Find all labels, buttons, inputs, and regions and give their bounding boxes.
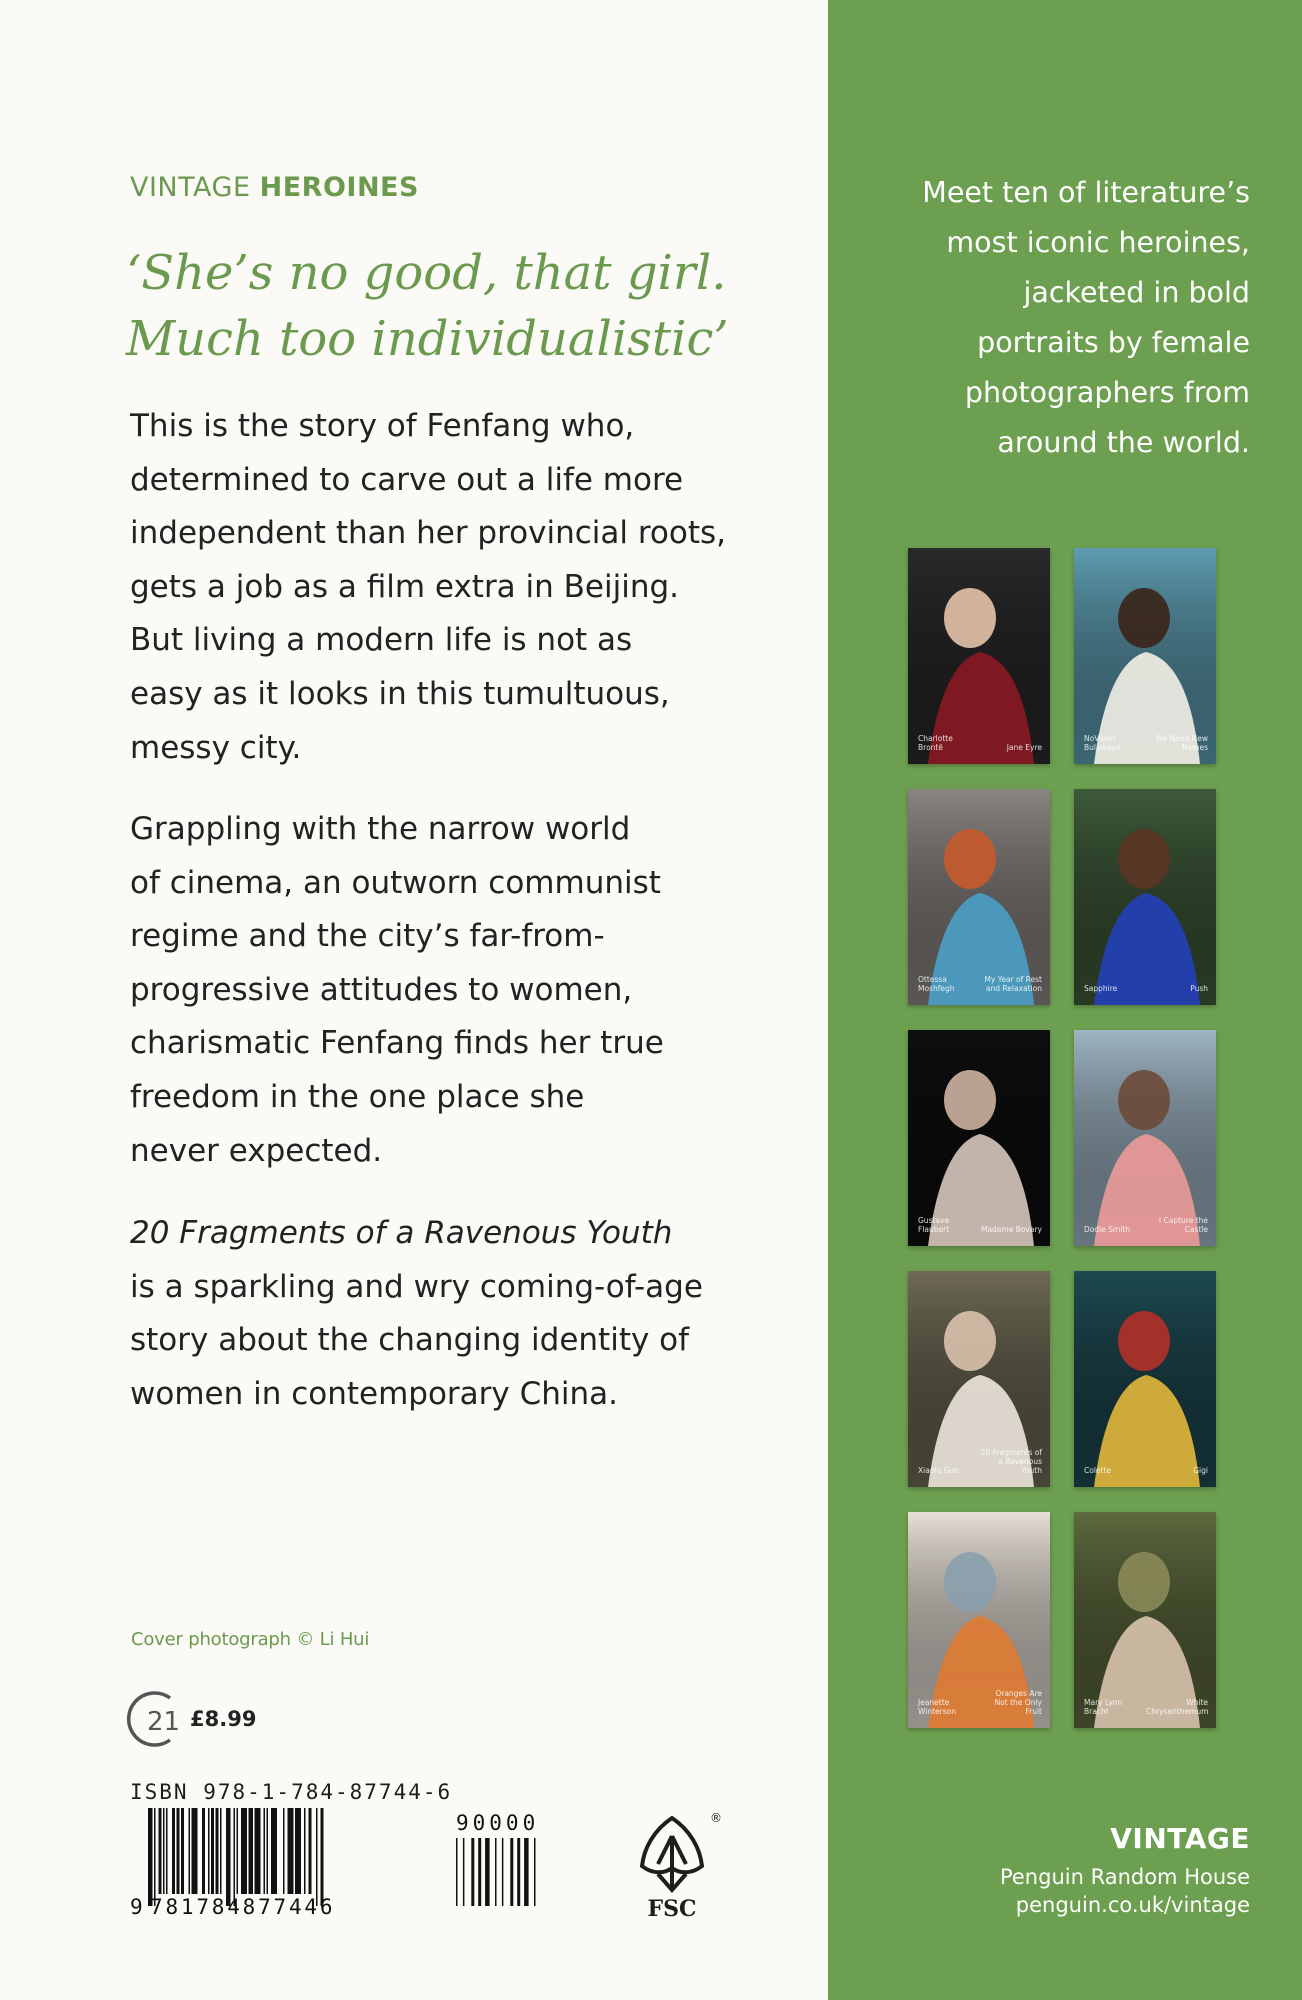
cover-author: Xiaolu Guo <box>918 1466 959 1475</box>
barcode-main-bars <box>148 1808 324 1906</box>
cover-author: Charlotte Brontë <box>918 734 953 752</box>
barcode-bar <box>166 1808 168 1894</box>
barcode-icon <box>126 1808 596 1918</box>
barcode-addon-bar <box>510 1838 513 1906</box>
fsc-label: FSC <box>647 1896 697 1922</box>
barcode-bar <box>321 1808 324 1906</box>
imprint-name: VINTAGE <box>1110 1822 1250 1855</box>
book-cover-thumbnail <box>1074 1030 1216 1246</box>
blurb-line: easy as it looks in this tumultuous, <box>130 675 670 712</box>
series-name: HEROINES <box>259 172 419 203</box>
cover-author: NoViolet Bulawayo <box>1084 734 1121 752</box>
barcode-addon-bar <box>478 1838 481 1906</box>
cover-author: Jeanette Winterson <box>918 1698 956 1716</box>
cover-title: White Chrysanthemum <box>1146 1698 1209 1716</box>
cover-title: We Need New Names <box>1155 734 1208 752</box>
blurb-line: Grappling with the narrow world <box>130 811 631 847</box>
blurb-line: story about the changing identity of <box>130 1322 690 1359</box>
blurb-line: women in contemporary China. <box>130 1375 619 1412</box>
blurb-line: But living a modern life is not as <box>130 622 633 659</box>
barcode-bar <box>234 1808 236 1906</box>
barcode-addon-bars <box>456 1838 536 1906</box>
barcode-bar <box>237 1808 239 1894</box>
barcode-addon-bar <box>534 1838 536 1906</box>
blurb-line: gets a job as a film extra in Beijing. <box>130 568 680 605</box>
quote-line-1: ‘She’s no good, that girl. <box>126 245 727 301</box>
cover-title: Jane Eyre <box>1006 743 1042 752</box>
barcode-bar <box>288 1808 294 1894</box>
cover-photo-image <box>908 548 1050 764</box>
tagline-line: most iconic heroines, <box>946 226 1250 259</box>
cover-author: Ottessa Moshfegh <box>918 975 955 993</box>
isbn: ISBN 978-1-784-87744-6 <box>130 1780 453 1804</box>
book-cover-thumbnail <box>1074 1271 1216 1487</box>
barcode-addon-bar <box>495 1838 497 1906</box>
barcode-bar <box>154 1808 156 1906</box>
barcode-bar <box>181 1808 184 1894</box>
publisher-house: Penguin Random House <box>999 1865 1250 1889</box>
blurb-line: freedom in the one place she <box>130 1078 585 1115</box>
barcode-bar <box>216 1808 219 1894</box>
tagline-line: Meet ten of literature’s <box>922 176 1250 209</box>
blurb-line: progressive attitudes to women, <box>130 971 633 1008</box>
barcode-addon-bar <box>463 1838 465 1906</box>
barcode-bar <box>177 1808 180 1894</box>
series-prefix: VINTAGE <box>130 172 251 203</box>
back-cover-right-panel <box>828 0 1302 2000</box>
tagline-line: jacketed in bold <box>1023 276 1250 309</box>
barcode-bar <box>249 1808 254 1894</box>
book-cover-thumbnail <box>908 1512 1050 1728</box>
blurb-line: of cinema, an outworn communist <box>130 864 661 901</box>
tagline-line: around the world. <box>997 426 1250 459</box>
cover-author: Gustave Flaubert <box>918 1216 950 1234</box>
barcode-bar <box>309 1808 312 1894</box>
cover-author: Colette <box>1084 1466 1112 1475</box>
cover-photo-image <box>1074 789 1216 1005</box>
barcode-bar <box>220 1808 222 1894</box>
cover-title: 20 Fragments of a Ravenous Youth <box>980 1448 1042 1475</box>
cover-title: I Capture the Castle <box>1158 1216 1208 1234</box>
blurb-line: never expected. <box>130 1132 383 1169</box>
publisher-block <box>1000 1822 1250 1917</box>
book-cover-thumbnail <box>908 789 1050 1005</box>
cover-photo-image <box>1074 1030 1216 1246</box>
barcode-bar <box>316 1808 318 1906</box>
barcode-addon-bar <box>471 1838 474 1906</box>
blurb-line: is a sparkling and wry coming-of-age <box>130 1268 703 1305</box>
blurb-line: determined to carve out a life more <box>130 461 684 498</box>
cover-photo-image <box>1074 548 1216 764</box>
book-cover-thumbnail <box>1074 789 1216 1005</box>
barcode-digits: 781784877446 <box>150 1895 336 1919</box>
fsc-logo-icon <box>624 1808 722 1922</box>
barcode-bar <box>211 1808 214 1894</box>
barcode-bar <box>192 1808 198 1894</box>
barcode-bar <box>208 1808 210 1894</box>
series-label <box>130 172 419 203</box>
barcode-addon-bar <box>517 1838 520 1906</box>
c21-number: 21 <box>147 1707 181 1737</box>
barcode-bar <box>202 1808 205 1894</box>
barcode-bar <box>226 1808 231 1906</box>
barcode-bar <box>163 1808 165 1894</box>
blurb-paragraph-1 <box>130 400 750 775</box>
cover-title: Madame Bovary <box>980 1225 1042 1234</box>
fsc-registered: ® <box>710 1811 722 1825</box>
cover-author: Dodie Smith <box>1084 1225 1131 1234</box>
c21-badge-icon <box>130 1690 182 1748</box>
barcode-addon-bar <box>524 1838 529 1906</box>
blurb-line: This is the story of Fenfang who, <box>130 408 635 444</box>
cover-title: My Year of Rest and Relaxation <box>984 975 1042 993</box>
barcode-bar <box>159 1808 162 1894</box>
cover-author: Mary Lynn Bracht <box>1084 1698 1123 1716</box>
book-cover-thumbnail <box>1074 548 1216 764</box>
barcode-addon-bar <box>485 1838 490 1906</box>
barcode-addon-bar <box>502 1838 504 1906</box>
series-tagline <box>830 168 1250 468</box>
cover-title: Oranges Are Not the Only Fruit <box>994 1689 1042 1716</box>
book-cover-thumbnail <box>1074 1512 1216 1728</box>
publisher-url: penguin.co.uk/vintage <box>1015 1893 1250 1917</box>
blurb-paragraph-2 <box>130 803 750 1178</box>
barcode-bar <box>295 1808 301 1894</box>
barcode-bar <box>283 1808 285 1894</box>
blurb-paragraph-3 <box>130 1207 750 1421</box>
cover-title: Push <box>1190 984 1208 993</box>
barcode-bar <box>267 1808 269 1894</box>
blurb-line: messy city. <box>130 729 302 766</box>
barcode-bar <box>255 1808 261 1894</box>
blurb-line: charismatic Fenfang finds her true <box>130 1025 664 1062</box>
cover-photo-image <box>908 1030 1050 1246</box>
book-title-italic: 20 Fragments of a Ravenous Youth <box>130 1215 673 1251</box>
cover-photo-image <box>1074 1271 1216 1487</box>
cover-photo-credit: Cover photograph © Li Hui <box>131 1629 370 1650</box>
tagline-line: portraits by female <box>977 326 1250 359</box>
cover-author: Sapphire <box>1084 984 1118 993</box>
barcode-bar <box>241 1808 247 1894</box>
cover-photo-image <box>908 789 1050 1005</box>
barcode-bar <box>148 1808 153 1906</box>
quote-line-2: Much too individualistic’ <box>126 311 729 367</box>
cover-title: Gigi <box>1193 1466 1208 1475</box>
barcode-bar <box>264 1808 266 1894</box>
pull-quote <box>126 240 766 372</box>
barcode-bar <box>304 1808 306 1894</box>
price: £8.99 <box>190 1707 257 1731</box>
tagline-line: photographers from <box>964 376 1250 409</box>
book-cover-thumbnail <box>908 548 1050 764</box>
barcode-bar <box>271 1808 277 1894</box>
barcode-addon-digits: 90000 <box>456 1811 540 1835</box>
blurb-line: independent than her provincial roots, <box>130 515 727 552</box>
barcode-bar <box>172 1808 175 1894</box>
blurb-line: regime and the city’s far-from- <box>130 918 605 955</box>
book-cover-thumbnail <box>908 1030 1050 1246</box>
barcode-bar <box>189 1808 191 1894</box>
book-cover-thumbnail <box>908 1271 1050 1487</box>
barcode-addon-bar <box>456 1838 458 1906</box>
barcode-digit-lead: 9 <box>130 1895 143 1919</box>
cover-photo-image <box>1074 1512 1216 1728</box>
